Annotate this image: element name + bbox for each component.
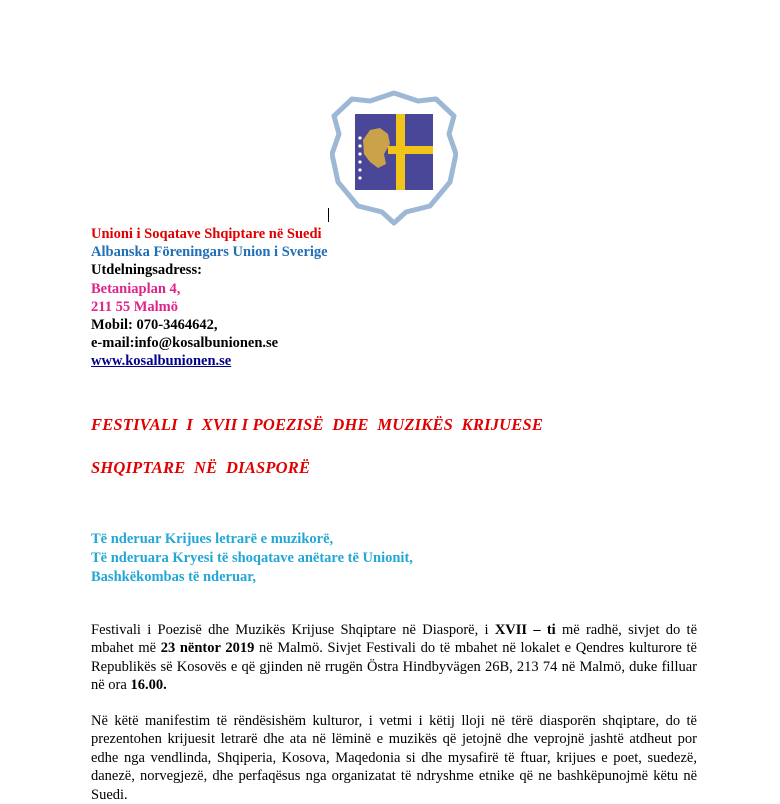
street-address: Betaniaplan 4,	[91, 280, 181, 297]
org-name-albanian: Unioni i Soqatave Shqiptare në Suedi	[91, 226, 322, 242]
greeting	[91, 530, 413, 587]
postal-city: 211 55 Malmö	[91, 298, 178, 315]
greeting-line-2: Të nderuara Kryesi të shoqatave anëtare të Unionit,	[91, 550, 413, 566]
website-link[interactable]: www.kosalbunionen.se	[91, 353, 232, 370]
text-cursor	[328, 208, 329, 222]
cross-horizontal	[388, 146, 433, 154]
org-name-swedish: Albanska Föreningars Union i Sverige	[91, 244, 328, 261]
greeting-line-3: Bashkëkombas të nderuar,	[91, 569, 257, 585]
paragraph-festival-details: Festivali i Poezisë dhe Muzikës Krijuse Shqiptare në Diasporë, i XVII – ti më radhë, sivjet do të mbahet më 23 nëntor 2019 në Malmö. Sivjet Festivali do të mbahet në lokalet e Qendres kulturore të Republikës së Kosovës e që gjinden në rrugën Östra Hindbyvägen 26B, 213 74 në Malmö, duke filluar në ora 16.00.	[91, 622, 698, 694]
greeting-line-1: Të nderuar Krijues letrarë e muzikorë,	[91, 531, 334, 547]
address-label: Utdelningsadress:	[91, 262, 202, 279]
document-title-line-1: FESTIVALI I XVII I POEZISË DHE MUZIKËS KRIJUESE	[91, 415, 544, 434]
mobile-number: Mobil: 070-3464642,	[91, 317, 218, 334]
email-address: e-mail:info@kosalbunionen.se	[91, 335, 279, 352]
letterhead	[91, 225, 328, 371]
paragraph-event-description: Në këtë manifestim të rëndësishëm kulturor, i vetmi i këtij lloji në tërë diasporën shqiptare, do të prezentohen krijuesit letrarë dhe ata në lëminë e muzikës që jetojnë dhe veprojnë jashtë atdheut por edhe nga vendlinda, Shqiperia, Kosova, Maqedonia si dhe mysafirë të ftuar, krijues e poet, suedezë, danezë, norvegjezë, dhe perfaqësus nga organizatat të ndryshme etnike që ne bashkëpunojmë këtu në Suedi.	[91, 713, 697, 803]
organization-logo-icon	[330, 90, 458, 226]
document-title-line-2: SHQIPTARE NË DIASPORË	[91, 458, 311, 477]
